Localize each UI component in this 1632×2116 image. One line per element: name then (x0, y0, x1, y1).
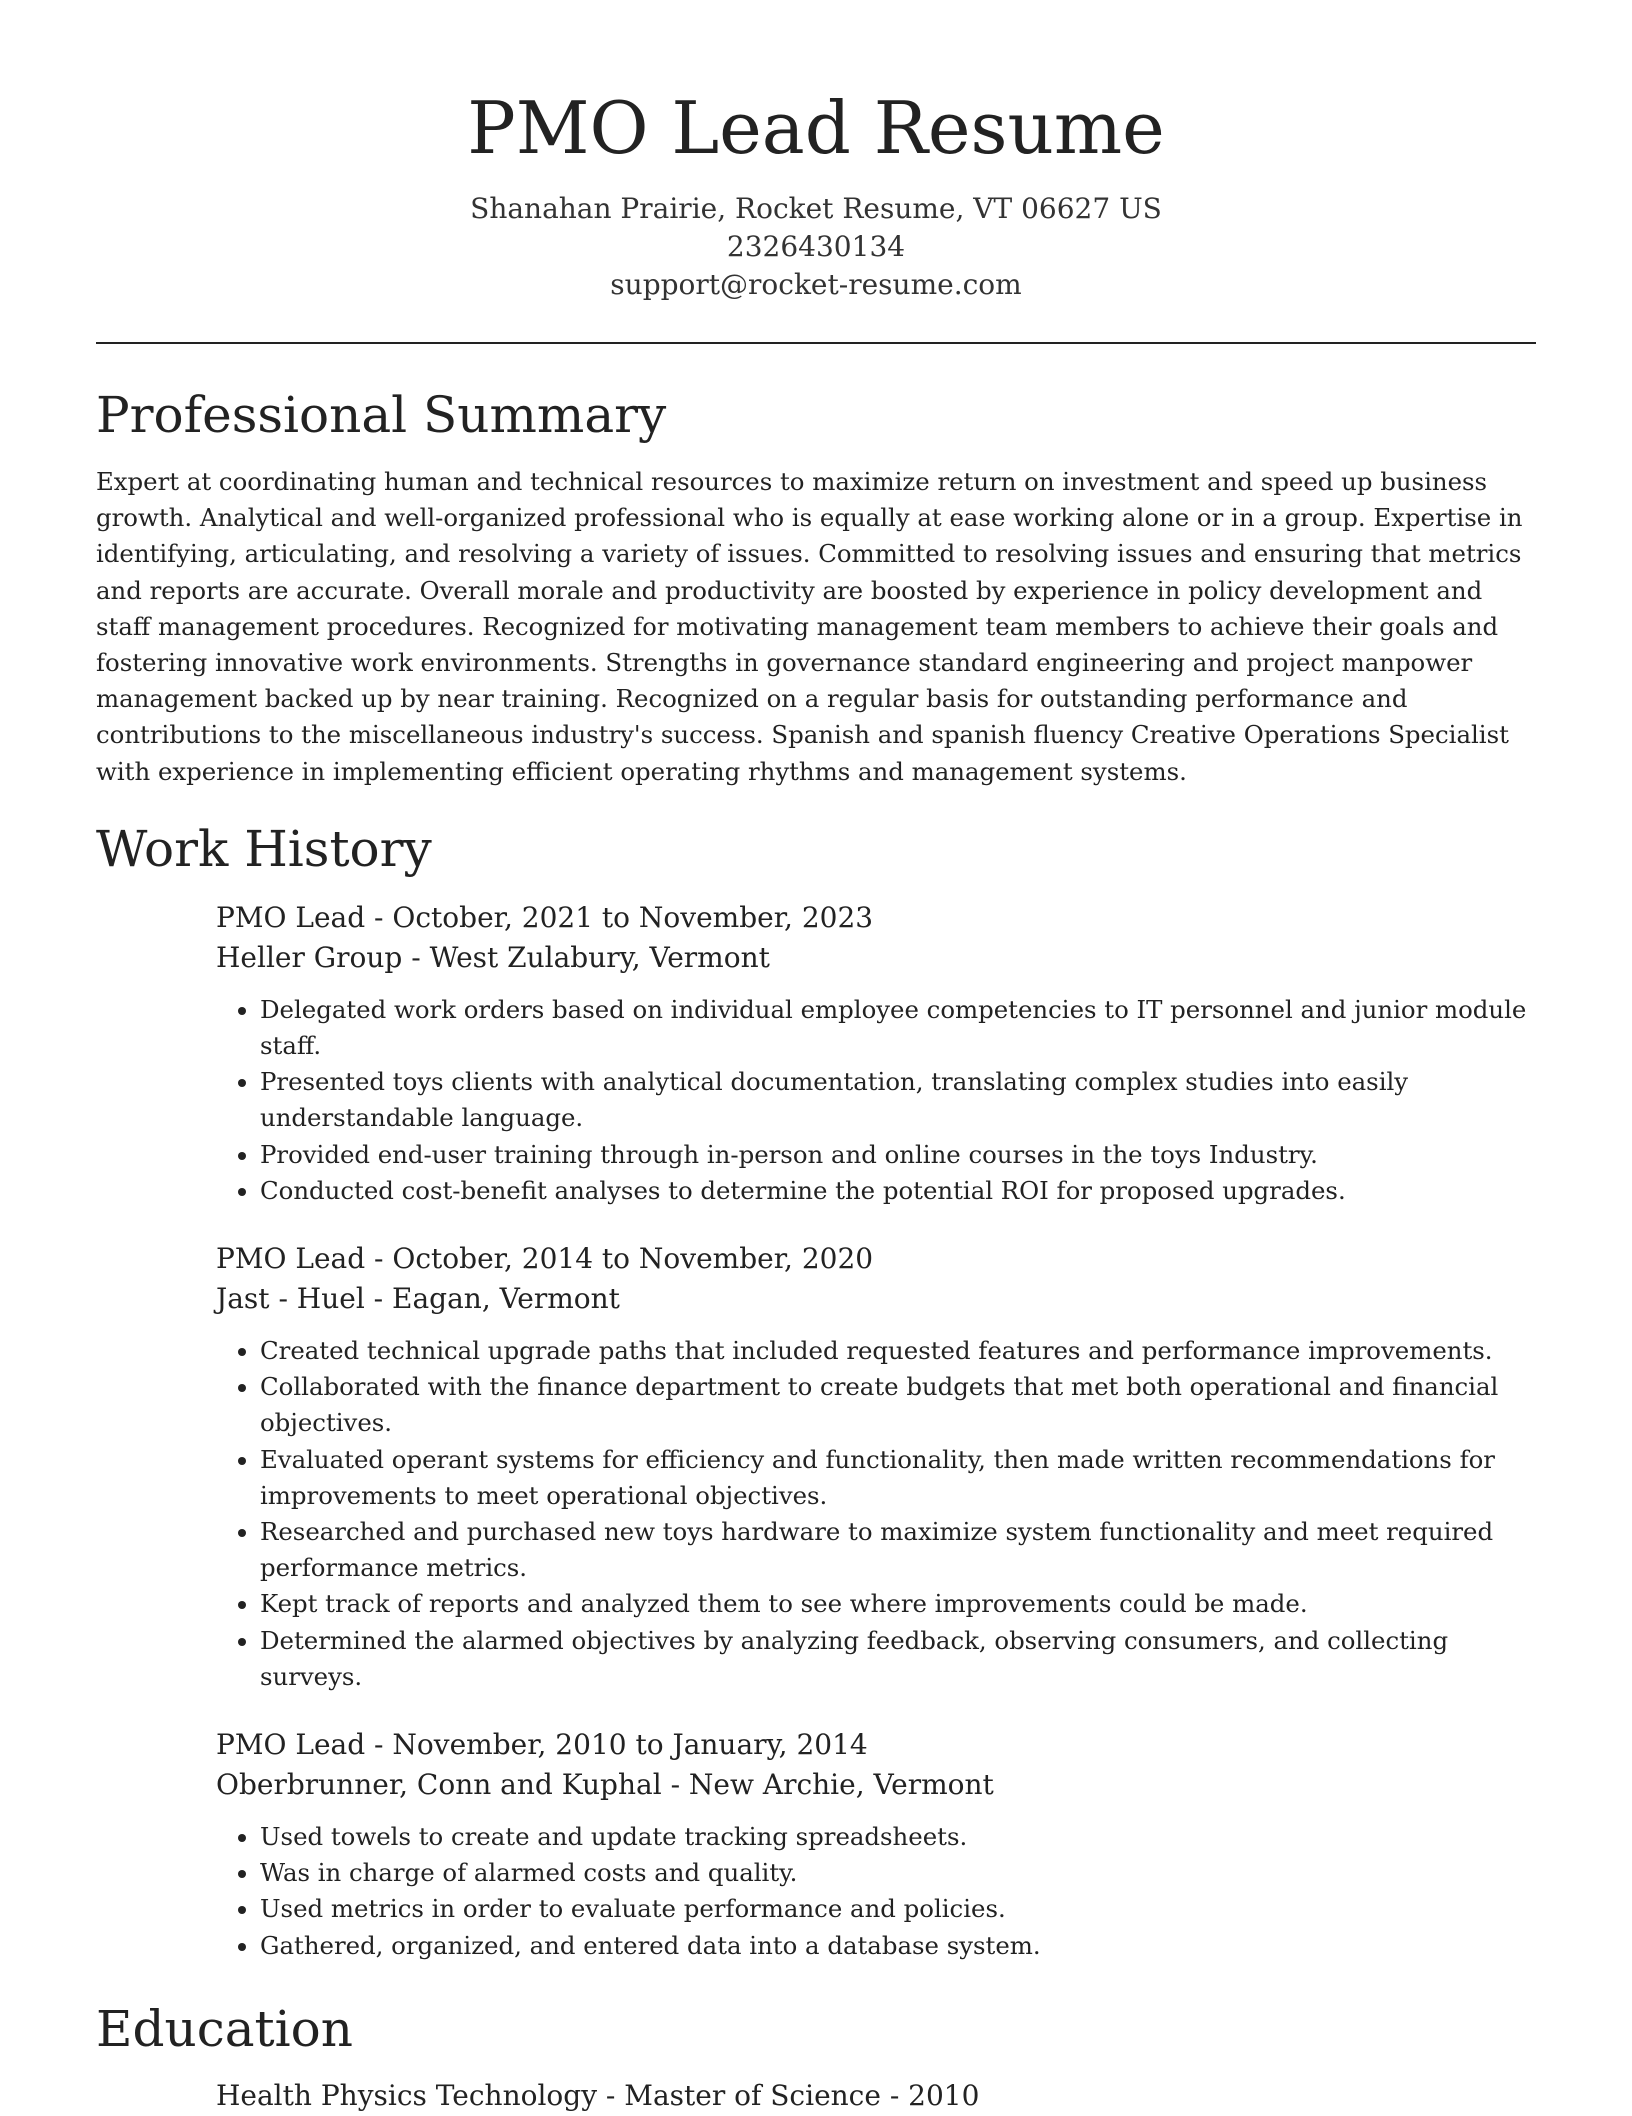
job-company-location: Heller Group - West Zulabury, Vermont (216, 940, 770, 974)
education-heading: Education (96, 1999, 353, 2058)
job-bullet: • Used towels to create and update tracking spreadsheets. (260, 1819, 1536, 1855)
work-history-heading: Work History (96, 819, 432, 878)
job-title-dates: PMO Lead - November, 2010 to January, 2014 (216, 1728, 868, 1762)
job-bullet: • Used metrics in order to evaluate performance and policies. (260, 1891, 1536, 1927)
resume-header (0, 80, 1632, 304)
education-entry: Health Physics Technology - Master of Science - 2010 (216, 2078, 980, 2112)
job-bullet-list (216, 992, 1536, 1209)
job-bullet: • Delegated work orders based on individual employee competencies to IT personnel and junior module staff. (260, 992, 1536, 1064)
address-text: Shanahan Prairie, Rocket Resume, VT 06627 US (470, 192, 1162, 225)
job-bullet: • Determined the alarmed objectives by analyzing feedback, observing consumers, and collecting surveys. (260, 1623, 1536, 1695)
phone-text: 2326430134 (726, 230, 906, 263)
job-bullet: • Gathered, organized, and entered data into a database system. (260, 1928, 1536, 1964)
page-title: PMO Lead Resume (467, 86, 1165, 170)
job-bullet: • Evaluated operant systems for efficiency and functionality, then made written recommendations for improvements to meet operational objectives. (260, 1442, 1536, 1514)
job-title-dates: PMO Lead - October, 2021 to November, 2023 (216, 900, 874, 934)
job-bullet: • Presented toys clients with analytical documentation, translating complex studies into easily understandable language. (260, 1064, 1536, 1136)
header-divider (96, 342, 1536, 344)
resume-body (96, 380, 1536, 2116)
job-bullet: • Conducted cost-benefit analyses to determine the potential ROI for proposed upgrades. (260, 1173, 1536, 1209)
job-bullet: • Collaborated with the finance department to create budgets that met both operational and financial objectives. (260, 1369, 1536, 1441)
summary-heading: Professional Summary (96, 386, 667, 444)
job-bullet-list (216, 1333, 1536, 1695)
summary-text: Expert at coordinating human and technical resources to maximize return on investment and speed up business growth. Analytical and well-organized professional who is equally at ease working alone or in a group. Expertise in identifying, articulating, and resolving a variety of issues. Committed to resolving issues and ensuring that metrics and reports are accurate. Overall morale and productivity are boosted by experience in policy development and staff management procedures. Recognized for motivating management team members to achieve their goals and fostering innovative work environments. Strengths in governance standard engineering and project manpower management backed up by near training. Recognized on a regular basis for outstanding performance and contributions to the miscellaneous industry's success. Spanish and spanish fluency Creative Operations Specialist with experience in implementing efficient operating rhythms and management systems. (96, 467, 1523, 786)
contact-block (0, 190, 1632, 304)
job-bullet: • Researched and purchased new toys hardware to maximize system functionality and meet required performance metrics. (260, 1514, 1536, 1586)
summary-section (96, 380, 1536, 790)
job-title-dates: PMO Lead - October, 2014 to November, 2020 (216, 1242, 874, 1276)
job-company-location: Jast - Huel - Eagan, Vermont (216, 1282, 620, 1316)
job-bullet-list (216, 1819, 1536, 1964)
education-section (96, 1994, 1536, 2116)
work-history-section (96, 814, 1536, 1964)
email-text: support@rocket-resume.com (610, 268, 1022, 301)
job-bullet: • Created technical upgrade paths that included requested features and performance improvements. (260, 1333, 1536, 1369)
job-bullet: • Was in charge of alarmed costs and quality. (260, 1855, 1536, 1891)
job-entry (216, 1239, 1536, 1695)
job-entry (216, 1725, 1536, 1964)
job-bullet: • Kept track of reports and analyzed them to see where improvements could be made. (260, 1586, 1536, 1622)
job-bullet: • Provided end-user training through in-person and online courses in the toys Industry. (260, 1137, 1536, 1173)
job-entry (216, 898, 1536, 1209)
job-company-location: Oberbrunner, Conn and Kuphal - New Archie, Vermont (216, 1768, 994, 1802)
